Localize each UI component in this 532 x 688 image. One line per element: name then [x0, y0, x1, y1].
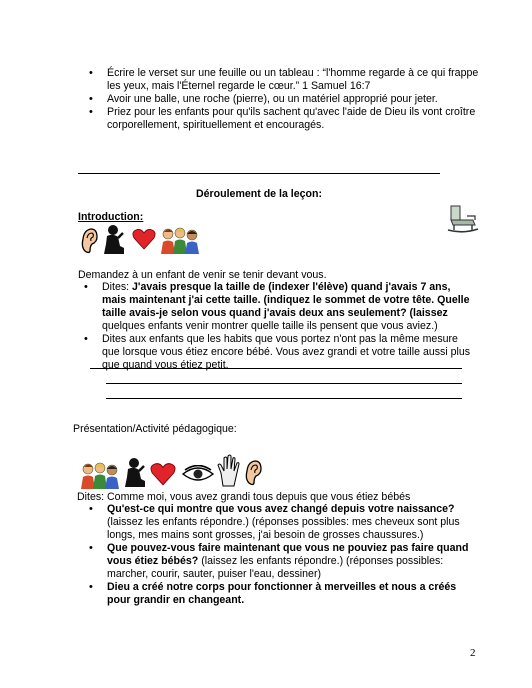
children-group-icon [160, 226, 200, 256]
presentation-item-tail: (laissez les enfants répondre.) (réponses possibles: marcher, courir, sauter, puiser l'eau, dessiner) [107, 555, 444, 580]
prep-item [83, 67, 483, 93]
intro-item [78, 333, 471, 372]
presentation-item [83, 581, 475, 607]
prep-item-text: Écrire le verset sur une feuille ou un tableau : “l'homme regarde à ce qui frappe les yeux, mais l'Éternel regarde le cœur.” 1 Samuel 16:7 [107, 67, 479, 92]
ear-icon [80, 227, 98, 255]
presentation-item-bold: Qu'est-ce qui montre que vous avez changé depuis votre naissance? [107, 503, 455, 515]
intro-item-tail: quelques enfants venir montrer quelle taille ils pensent que vous aviez.) [102, 320, 438, 332]
children-group-icon [80, 461, 120, 491]
heart-icon [132, 228, 156, 250]
section-title: Déroulement de la leçon: [196, 188, 322, 200]
presentation-item-tail: (laissez les enfants répondre.) (réponses possibles: mes cheveux sont plus longs, mes mains sont grosses, j'ai besoin de grosses chaussures.) [107, 516, 460, 541]
section-divider [78, 173, 440, 174]
ear-icon [244, 458, 262, 488]
presentation-lead: Dites: Comme moi, vous avez grandi tous depuis que vous étiez bébés [77, 491, 411, 503]
intro-heading: Introduction: [78, 211, 144, 223]
preparation-list [83, 67, 483, 132]
eye-icon [181, 465, 215, 483]
heart-icon [150, 462, 176, 486]
writing-line [106, 398, 462, 399]
presentation-item [83, 503, 475, 542]
writing-line [90, 368, 462, 369]
presentation-list [83, 503, 475, 607]
intro-item-text: Dites aux enfants que les habits que vous portez n'ont pas la même mesure que lorsque vous étiez encore bébé. Vous avez grandi et votre taille aussi plus que quand vous étiez petit. [102, 333, 471, 371]
intro-item-bold: J'avais presque la taille de (indexer l'élève) quand j'avais 7 ans, mais maintenant j'ai cette taille. (indiquez le sommet de votre tête. Quelle taille avais-je selon vous quand j'avais deux ans seulement? (laissez [102, 281, 470, 319]
page-number: 2 [470, 647, 476, 659]
prep-item [83, 106, 483, 132]
writing-line [106, 383, 462, 384]
prep-item-text: Avoir une balle, une roche (pierre), ou un matériel approprié pour jeter. [107, 93, 438, 105]
presentation-item-bold: Dieu a créé notre corps pour fonctionner à merveilles et nous a créés pour grandir en changeant. [107, 581, 457, 606]
intro-list [78, 281, 471, 372]
rocking-chair-icon [445, 203, 481, 233]
presentation-heading: Présentation/Activité pédagogique: [73, 423, 237, 435]
presentation-item [83, 542, 475, 581]
praying-child-icon [100, 224, 128, 256]
prep-item-text: Priez pour les enfants pour qu'ils sachent qu'avec l'aide de Dieu ils vont croître corporellement, spirituellement et encouragés. [107, 106, 476, 131]
intro-item [78, 281, 471, 333]
praying-child-icon [121, 456, 149, 490]
presentation-item-bold: Que pouvez-vous faire maintenant que vous ne pouviez pas faire quand vous étiez bébés? [107, 542, 469, 567]
intro-lead: Demandez à un enfant de venir se tenir devant vous. [78, 269, 327, 281]
hand-icon [216, 453, 242, 487]
intro-item-label: Dites: [102, 281, 133, 293]
prep-item [83, 93, 483, 106]
